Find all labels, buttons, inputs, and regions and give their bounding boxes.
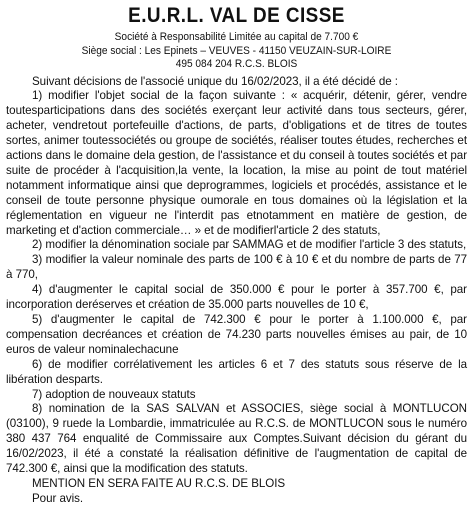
decision-item: 8) nomination de la SAS SALVAN et ASSOCIES, siège social à MONTLUCON (03100), 9 ruede la Lombardie, immatriculée au R.C.S. de MONTLUCON sous le numéro 380 437 764 enqualité de Commissaire aux Comptes.Suivant décision du gérant du 16/02/2023, il été a constaté la réalisation définitive de l'augmentation de capital de 742.300 €, ainsi que la modification des statuts. (6, 402, 467, 476)
decision-item: 4) d'augmenter le capital social de 350.000 € pour le porter à 357.700 €, par incorporation deréserves et création de 35.000 parts nouvelles de 10 €, (6, 283, 467, 312)
intro-paragraph: Suivant décisions de l'associé unique du 16/02/2023, il a été décidé de : (32, 74, 398, 88)
decision-item: 3) modifier la valeur nominale des parts de 100 € à 10 € et du nombre de parts de 77 à 770, (6, 253, 467, 282)
decision-item: 5) d'augmenter le capital de 742.300 € pour le porter à 1.100.000 €, par compensation decréances et création de 74.230 parts nouvelles émises au pair, de 10 euros de valeur nominalechacune (6, 313, 467, 356)
closing-mention: MENTION EN SERA FAITE AU R.C.S. DE BLOIS (32, 476, 286, 490)
head-office-address: Siège social : Les Epinets – VEUVES - 41150 VEUZAIN-SUR-LOIRE (81, 44, 392, 57)
registration-number: 495 084 204 R.C.S. BLOIS (175, 58, 298, 70)
closing-signoff: Pour avis. (32, 491, 84, 505)
decision-item: 7) adoption de nouveaux statuts (32, 387, 196, 401)
decision-item: 2) modifier la dénomination sociale par SAMMAG et de modifier l'article 3 des statuts, (32, 238, 467, 252)
company-name: E.U.R.L. VAL DE CISSE (128, 4, 345, 27)
notice-body (6, 75, 467, 507)
decision-item: 6) de modifier corrélativement les articles 6 et 7 des statuts sous réserve de la libération desparts. (6, 357, 467, 386)
legal-form: Société à Responsabilité Limitée au capital de 7.700 € (114, 31, 359, 43)
decision-item: 1) modifier l'objet social de la façon suivante : « acquérir, détenir, gérer, vendre toutesparticipations dans des sociétés exerçant leur activité dans tous secteurs, gérer, acheter, vendretout portefeuille d'actions, de parts, d'obligations et de titres de toutes sortes, animer toutessociétés ou groupe de sociétés, réaliser toutes études, recherches et actions dans le domaine dela gestion, de l'assistance et du conseil à toutes sociétés et par suite de procéder à l'acquisition,la vente, la location, la mise au point de tout matériel notamment informatique ainsi que deprogrammes, logiciels et procédés, assistance et le conseil de toute personne physique oumorale en tous domaines où la législation et la réglementation en vigueur ne l'interdit pas etnotamment en matière de gestion, de marketing et d'action commerciale… » et de modifierl'article 2 des statuts, (6, 89, 467, 237)
